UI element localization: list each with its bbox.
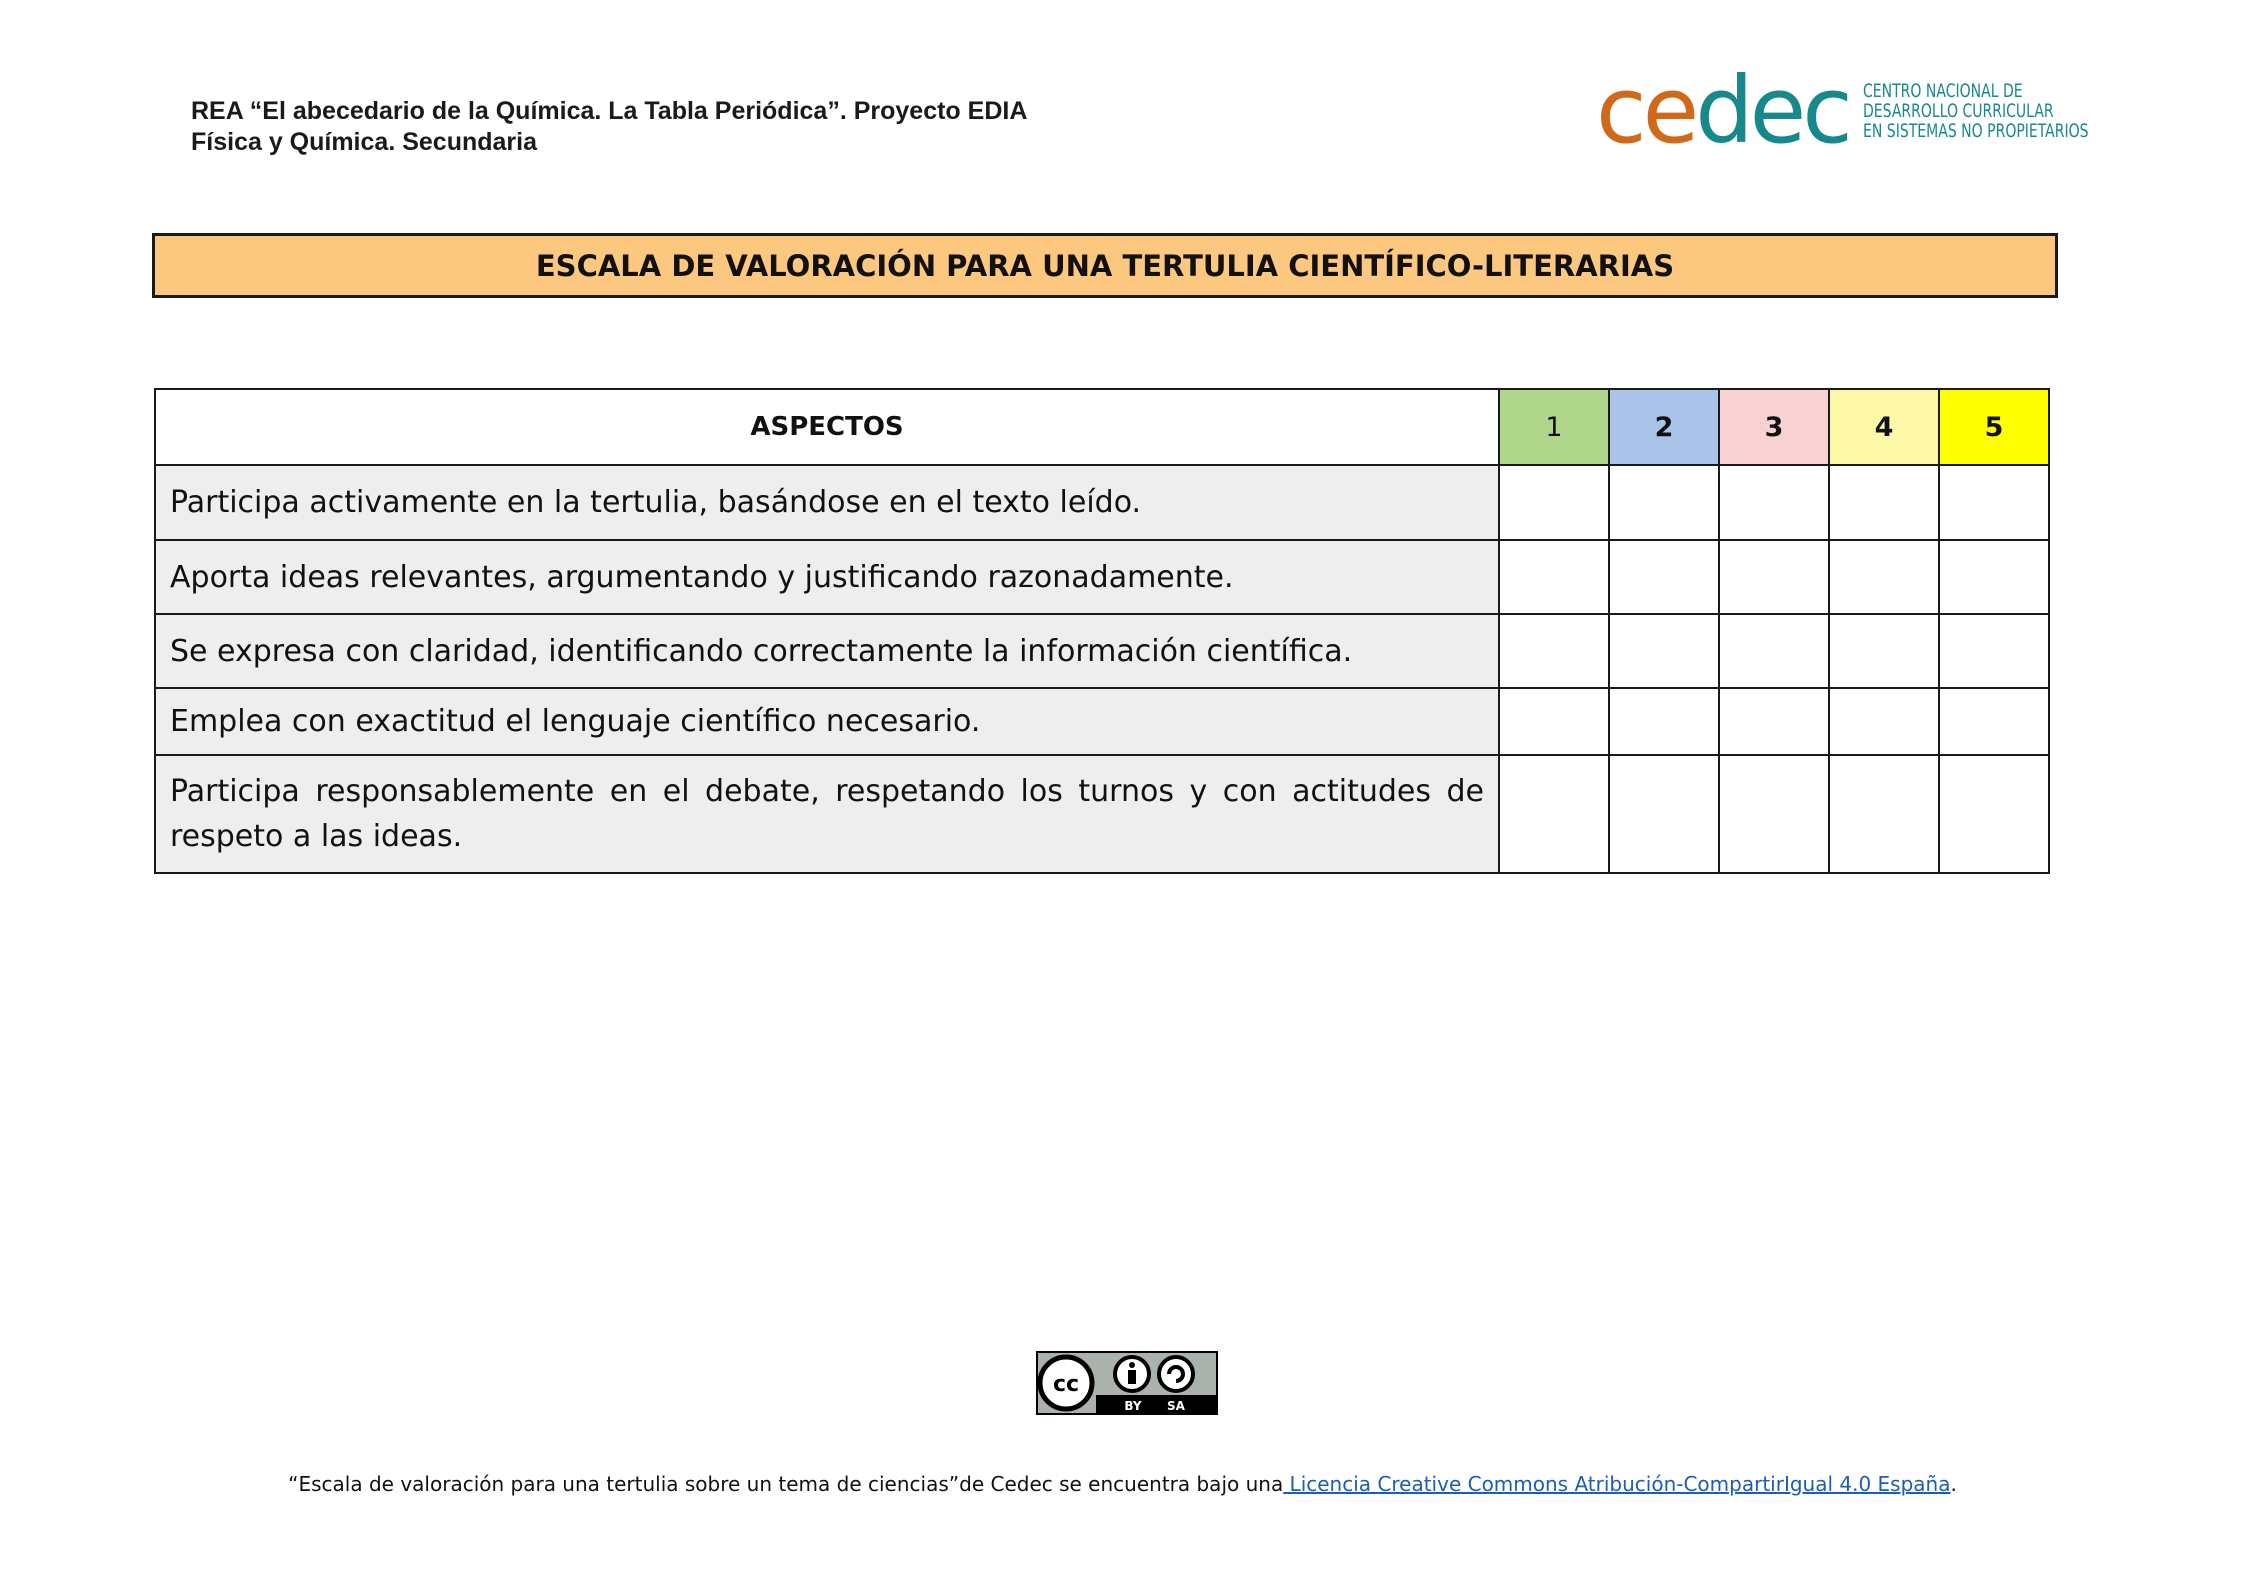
score-cell[interactable] (1939, 688, 2049, 755)
score-cell[interactable] (1609, 688, 1719, 755)
score-cell[interactable] (1829, 614, 1939, 688)
score-cell[interactable] (1499, 755, 1609, 873)
cc-by-sa-badge[interactable] (1036, 1351, 1218, 1415)
table-row (155, 755, 2049, 873)
score-cell[interactable] (1939, 755, 2049, 873)
score-cell[interactable] (1939, 540, 2049, 614)
score-cell[interactable] (1829, 465, 1939, 540)
score-header-3: 3 (1719, 389, 1829, 465)
score-cell[interactable] (1719, 688, 1829, 755)
header-line-1: REA “El abecedario de la Química. La Tabla Periódica”. Proyecto EDIA (191, 97, 1028, 125)
license-footer (0, 1472, 2245, 1496)
logo-subtitle: CENTRO NACIONAL DE DESARROLLO CURRICULAR EN SISTEMAS NO PROPIETARIOS (1862, 80, 2089, 142)
aspect-text: Aporta ideas relevantes, argumentando y justificando razonadamente. (155, 540, 1499, 614)
cc-text: cc (1052, 1372, 1080, 1397)
logo-wordmark: cedec (1596, 57, 1849, 164)
aspect-text: Se expresa con claridad, identificando correctamente la información científica. (155, 614, 1499, 688)
score-cell[interactable] (1939, 614, 2049, 688)
score-header-2: 2 (1609, 389, 1719, 465)
score-cell[interactable] (1829, 688, 1939, 755)
badge-strip (1096, 1395, 1217, 1414)
score-cell[interactable] (1719, 465, 1829, 540)
score-cell[interactable] (1499, 688, 1609, 755)
score-cell[interactable] (1609, 614, 1719, 688)
license-link[interactable]: Licencia Creative Commons Atribución-CompartirIgual 4.0 España (1283, 1472, 1951, 1496)
score-cell[interactable] (1829, 755, 1939, 873)
sa-icon (1159, 1357, 1193, 1391)
by-label: BY (1124, 1399, 1142, 1413)
score-cell[interactable] (1609, 540, 1719, 614)
aspects-header: ASPECTOS (155, 389, 1499, 465)
score-cell[interactable] (1499, 540, 1609, 614)
sa-label: SA (1167, 1399, 1185, 1413)
score-cell[interactable] (1719, 614, 1829, 688)
table-row (155, 614, 2049, 688)
table-row (155, 688, 2049, 755)
table-header-row (155, 389, 2049, 465)
score-cell[interactable] (1939, 465, 2049, 540)
score-header-4: 4 (1829, 389, 1939, 465)
assessment-table (154, 388, 2050, 874)
footer-end: . (1950, 1472, 1957, 1496)
aspect-text: Participa responsablemente en el debate, respetando los turnos y con actitudes de respeto a las ideas. (155, 755, 1499, 873)
score-cell[interactable] (1499, 614, 1609, 688)
document-header (191, 96, 1027, 158)
cedec-logo (1596, 57, 2138, 164)
score-header-5: 5 (1939, 389, 2049, 465)
footer-text: “Escala de valoración para una tertulia sobre un tema de ciencias”de Cedec se encuentra bajo una (288, 1472, 1284, 1496)
score-cell[interactable] (1609, 465, 1719, 540)
page-title: ESCALA DE VALORACIÓN PARA UNA TERTULIA CIENTÍFICO-LITERARIAS (152, 233, 2058, 298)
score-cell[interactable] (1609, 755, 1719, 873)
score-header-1: 1 (1499, 389, 1609, 465)
score-cell[interactable] (1829, 540, 1939, 614)
table-row (155, 540, 2049, 614)
score-cell[interactable] (1719, 755, 1829, 873)
score-cell[interactable] (1499, 465, 1609, 540)
header-line-2: Física y Química. Secundaria (191, 128, 537, 156)
table-row (155, 465, 2049, 540)
score-cell[interactable] (1719, 540, 1829, 614)
aspect-text: Participa activamente en la tertulia, basándose en el texto leído. (155, 465, 1499, 540)
aspect-text: Emplea con exactitud el lenguaje científico necesario. (155, 688, 1499, 755)
